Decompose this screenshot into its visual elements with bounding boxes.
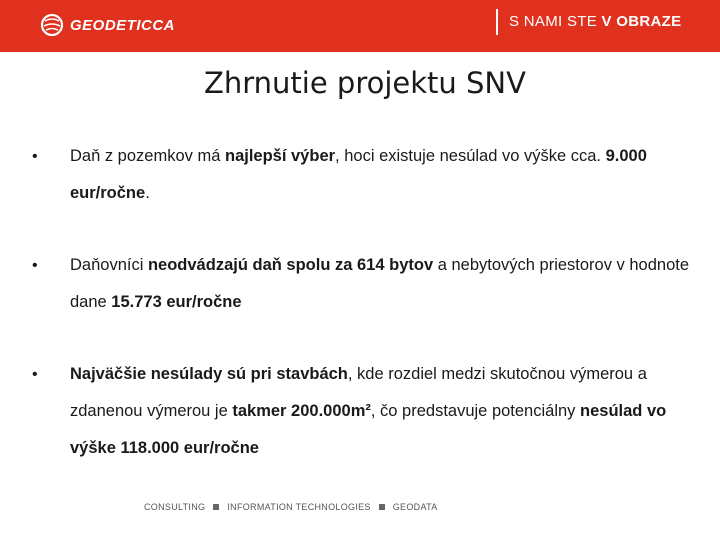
header-divider: [496, 9, 498, 35]
header-bar: [0, 0, 720, 52]
footer-item-it: INFORMATION TECHNOLOGIES: [227, 502, 371, 512]
footer-item-consulting: CONSULTING: [144, 502, 206, 512]
bullet-text: Daňovníci: [70, 256, 148, 274]
footer-item-geodata: GEODATA: [392, 502, 438, 512]
bullet-text: , hoci existuje nesúlad vo výške cca.: [335, 147, 606, 165]
square-bullet-icon: [213, 504, 219, 510]
tagline-light: S NAMI STE: [509, 13, 602, 30]
bullet-dot-icon: •: [32, 257, 38, 274]
bullet-text-bold: neodvádzajú daň spolu za 614 bytov: [147, 256, 434, 274]
bullet-text-bold: 15.773 eur/ročne: [111, 293, 242, 311]
tagline-bold: V OBRAZE: [601, 13, 682, 30]
logo-text: GEODETICCA: [70, 16, 176, 34]
bullet-text-bold: najlepší výber: [224, 147, 336, 165]
slide-title: Zhrnutie projektu SNV: [204, 66, 526, 100]
logo: [40, 12, 175, 38]
bullet-dot-icon: •: [32, 148, 38, 165]
bullet-item: [32, 247, 692, 321]
bullet-text-bold: Najväčšie nesúlady sú pri stavbách: [70, 365, 348, 383]
bullet-text: .: [145, 184, 150, 202]
bullet-text-bold: takmer 200.000m²: [232, 402, 371, 420]
bullet-dot-icon: •: [32, 366, 38, 383]
square-bullet-icon: [379, 504, 385, 510]
bullet-text: Daň z pozemkov má: [70, 147, 225, 165]
globe-icon: [40, 13, 64, 37]
bullet-text-bold: nesúlad vo výške 118.000 eur/ročne: [70, 402, 667, 457]
bullet-list: [32, 138, 692, 502]
bullet-item: [32, 356, 692, 467]
bullet-text: a nebytových priestorov v hodnote dane: [70, 256, 690, 311]
bullet-item: [32, 138, 692, 212]
bullet-text-bold: 9.000 eur/ročne: [70, 147, 647, 202]
footer: [144, 502, 438, 512]
bullet-text: , čo predstavuje potenciálny: [370, 402, 581, 420]
bullet-text: , kde rozdiel medzi skutočnou výmerou a zdanenou výmerou je: [70, 365, 647, 420]
tagline: [509, 13, 681, 30]
